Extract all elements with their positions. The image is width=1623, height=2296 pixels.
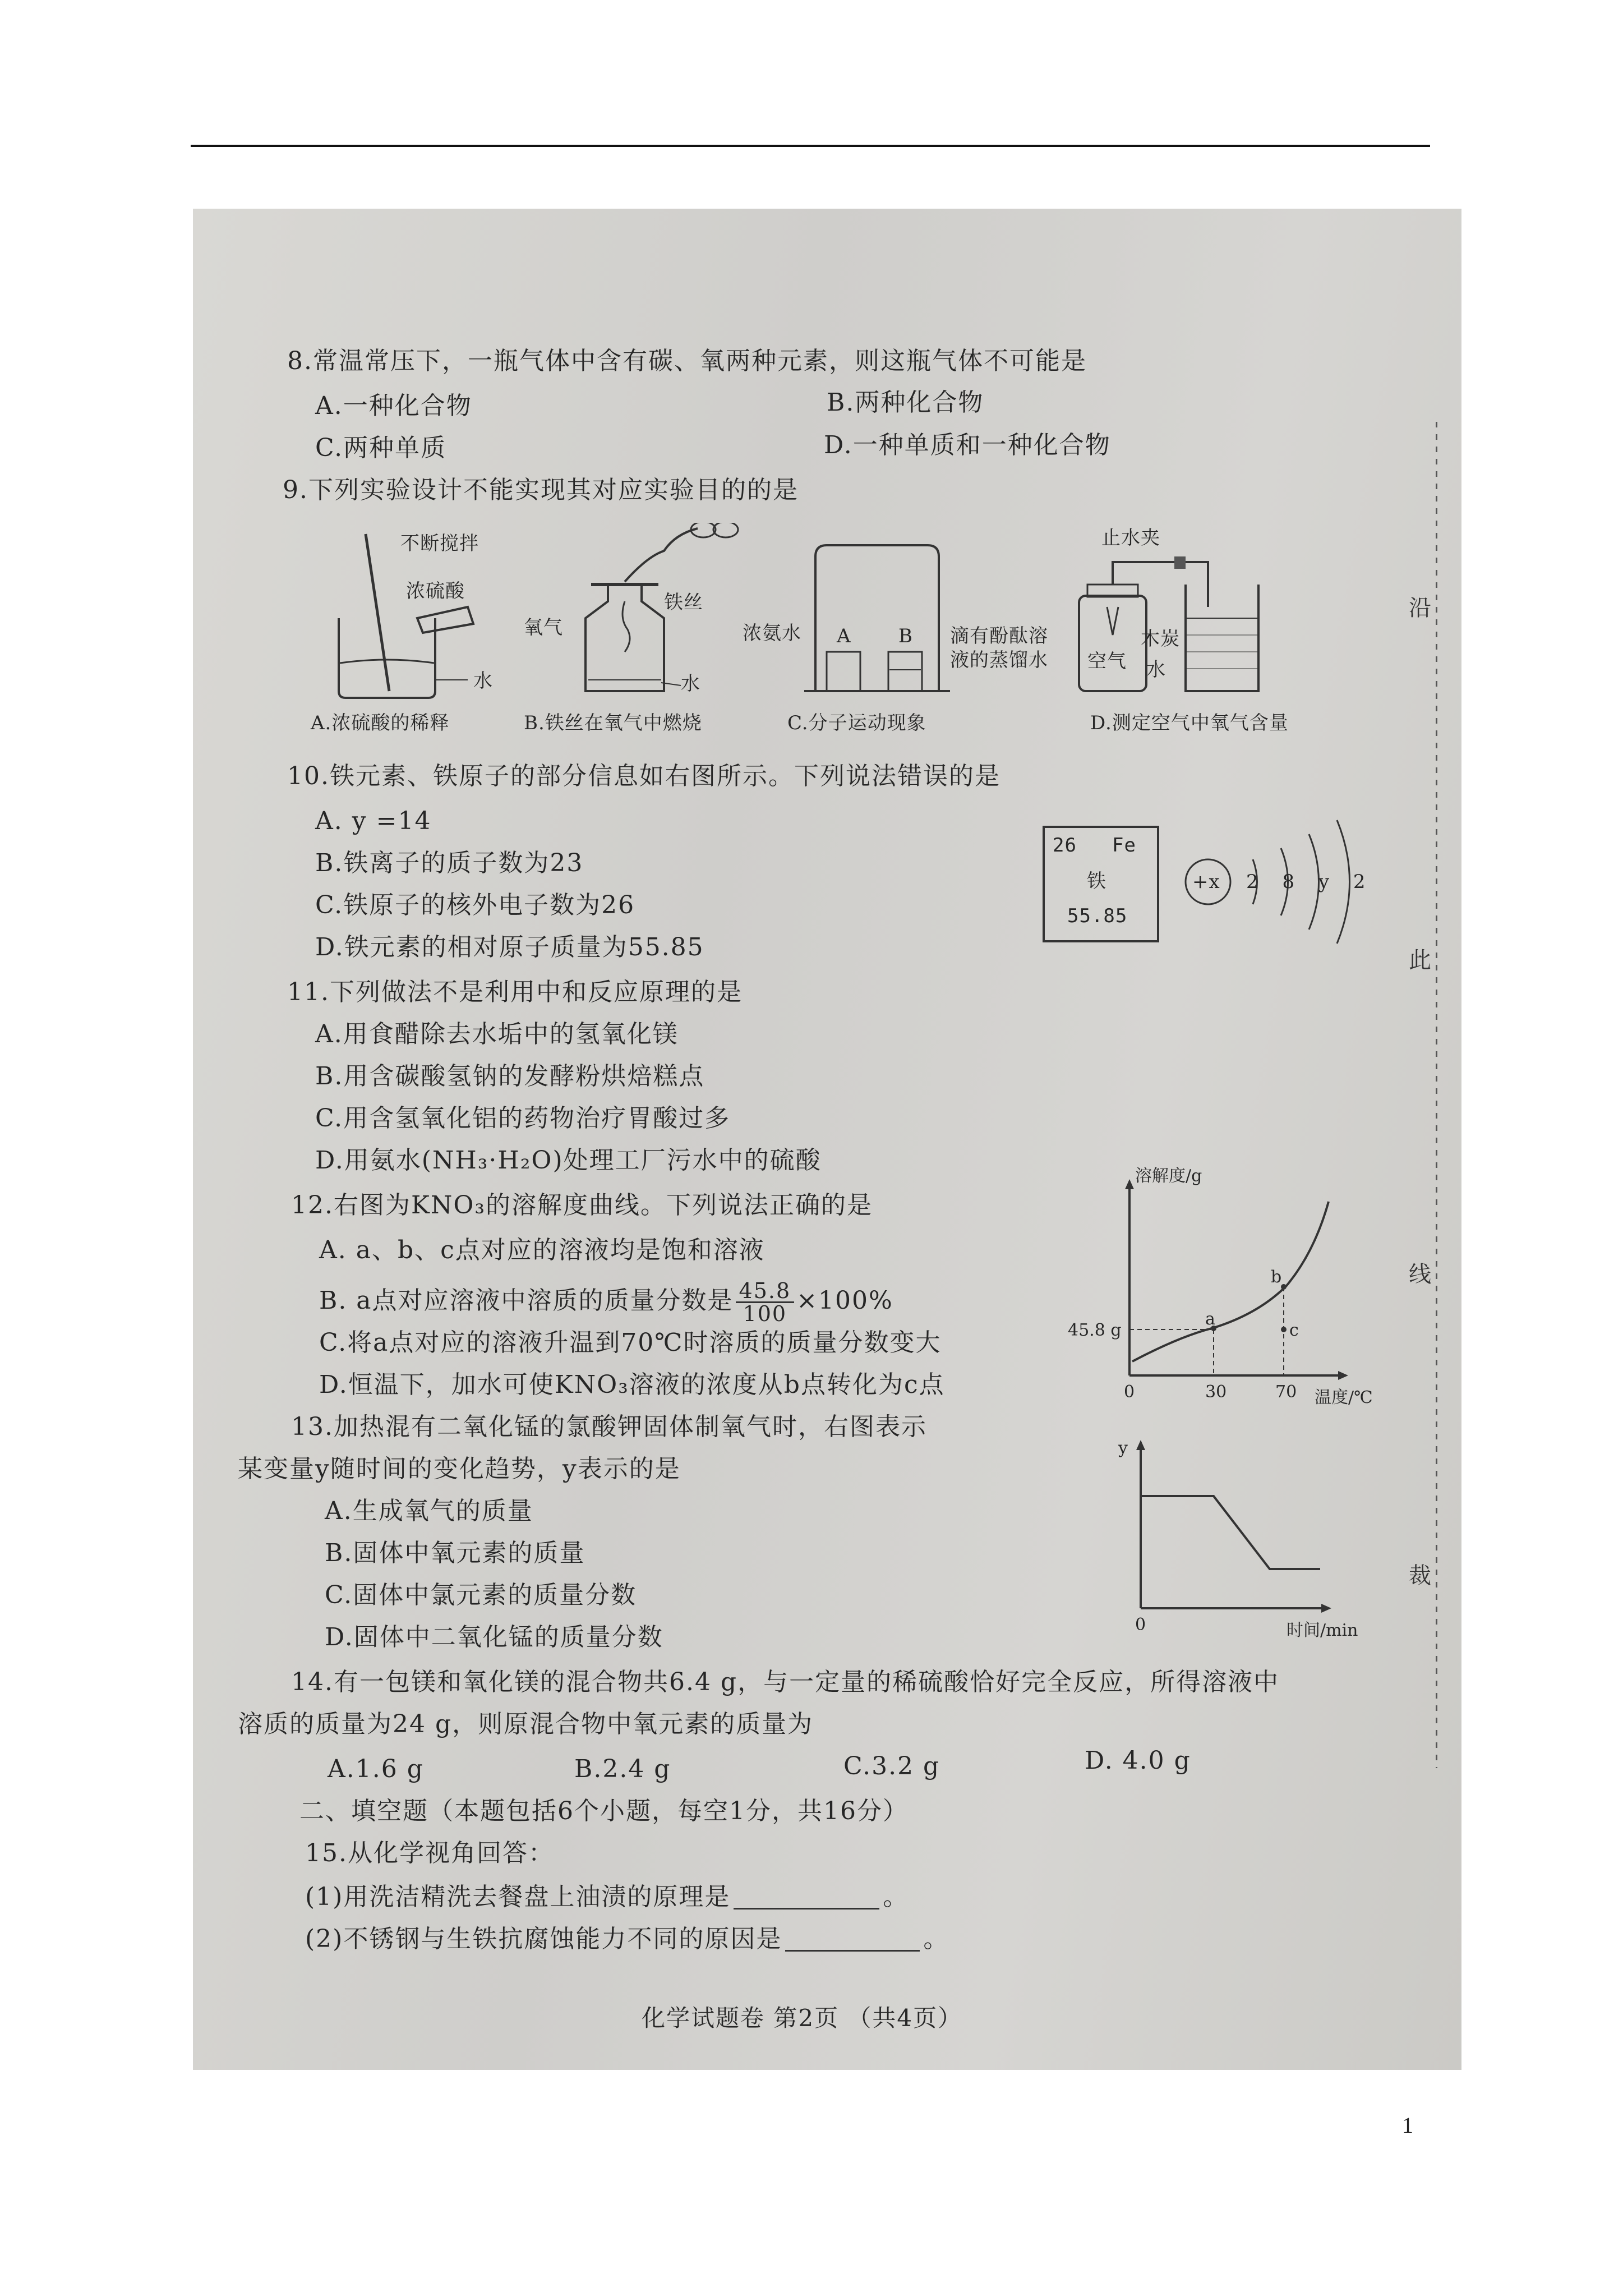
q13-option-c: C.固体中氯元素的质量分数 [325,1581,637,1609]
q12-option-c: C.将a点对应的溶液升温到70℃时溶质的质量分数变大 [319,1328,942,1357]
q14-option-a: A.1.6 g [328,1755,424,1783]
side-char-1: 沿 [1409,595,1431,621]
element-card [1043,826,1159,942]
atom-shells: 2 8 y 2 [1246,871,1375,893]
solubility-x70: 70 [1275,1382,1297,1402]
q10-option-b: B.铁离子的质子数为23 [315,849,584,877]
atom-structure [1158,803,1393,960]
time-axis-label: 时间/min [1287,1621,1358,1640]
q8-stem: 8.常温常压下，一瓶气体中含有碳、氧两种元素，则这瓶气体不可能是 [287,347,1087,375]
fig-d-label-charcoal: 木炭 [1141,628,1180,650]
element-symbol: Fe [1112,834,1136,857]
q13-option-d: D.固体中二氧化锰的质量分数 [325,1623,663,1651]
figure-a [305,523,518,742]
solubility-ylabel: 溶解度/g [1135,1166,1202,1186]
q15-part-2-end: 。 [923,1925,949,1953]
q9-stem: 9.下列实验设计不能实现其对应实验目的的是 [283,476,799,504]
section-2-title: 二、填空题（本题包括6个小题，每空1分，共16分） [299,1797,909,1825]
q10-option-c: C.铁原子的核外电子数为26 [315,891,635,919]
solubility-x30: 30 [1205,1382,1227,1402]
fig-c-caption: C.分子运动现象 [787,712,926,734]
q10-stem: 10.铁元素、铁原子的部分信息如右图所示。下列说法错误的是 [287,762,1000,790]
atom-nucleus: +x [1192,871,1220,893]
q15-part-2 [305,1925,949,1952]
point-c: c [1289,1320,1299,1340]
fig-b-label-wire: 铁丝 [664,591,703,614]
q15-part-1-end: 。 [883,1883,909,1911]
side-char-4: 裁 [1409,1563,1431,1589]
q12-fraction [736,1280,795,1324]
fig-a-caption: A.浓硫酸的稀释 [311,712,450,734]
fig-d-label-clamp: 止水夹 [1101,527,1160,549]
q11-option-a: A.用食醋除去水垢中的氢氧化镁 [315,1020,679,1048]
q14-option-c: C.3.2 g [843,1752,940,1780]
q8-option-c: C.两种单质 [315,434,447,462]
q12-fraction-num: 45.8 [736,1280,795,1303]
q13-stem-1: 13.加热混有二氧化锰的氯酸钾固体制氧气时，右图表示 [291,1412,927,1441]
q15-stem: 15.从化学视角回答： [305,1839,554,1867]
fig-d-label-water: 水 [1146,659,1166,681]
q12-stem: 12.右图为KNO₃的溶解度曲线。下列说法正确的是 [291,1191,873,1220]
q11-option-b: B.用含碳酸氢钠的发酵粉烘焙糕点 [315,1062,705,1091]
fig-a-label-acid: 浓硫酸 [406,580,465,602]
q8-option-b: B.两种化合物 [827,388,984,417]
q15-part-2-text: (2)不锈钢与生铁抗腐蚀能力不同的原因是 [305,1925,782,1953]
cut-line [1436,422,1437,1768]
q12-option-b [319,1280,893,1324]
answer-blank-1[interactable] [734,1883,879,1910]
element-name: 铁 [1087,870,1106,892]
q12-option-a: A. a、b、c点对应的溶液均是饱和溶液 [319,1236,765,1264]
element-mass: 55.85 [1067,905,1128,927]
page-number: 1 [1402,2113,1413,2138]
exam-footer: 化学试题卷 第2页 （共4页） [642,2004,963,2032]
fig-c-label-b: B [898,625,913,647]
point-b: b [1271,1267,1282,1287]
fig-c-label-phenol-2: 液的蒸馏水 [950,649,1048,671]
fig-b-label-oxygen: 氧气 [524,616,563,639]
fig-c-label-phenol-1: 滴有酚酞溶 [950,625,1048,647]
q12-option-d: D.恒温下，加水可使KNO₃溶液的浓度从b点转化为c点 [319,1370,945,1399]
fig-b-caption: B.铁丝在氧气中燃烧 [524,712,702,734]
fig-c-label-a: A [837,625,851,647]
figure-c [743,523,1057,742]
y-axis-label: y [1118,1438,1128,1458]
header-rule [191,145,1430,147]
q11-stem: 11.下列做法不是利用中和反应原理的是 [287,978,743,1006]
side-char-2: 此 [1409,947,1431,973]
q11-option-c: C.用含氢氧化铝的药物治疗胃酸过多 [315,1104,731,1133]
q13-option-b: B.固体中氧元素的质量 [325,1539,585,1567]
q8-option-d: D.一种单质和一种化合物 [824,431,1111,459]
q14-option-b: B.2.4 g [574,1755,671,1783]
solubility-graph [1068,1162,1382,1407]
y-time-graph [1101,1429,1371,1653]
q10-option-d: D.铁元素的相对原子质量为55.85 [315,933,704,961]
q14-stem-1: 14.有一包镁和氧化镁的混合物共6.4 g，与一定量的稀硫酸恰好完全反应，所得溶液中 [291,1668,1280,1696]
figure-d [1057,523,1371,742]
fig-c-label-ammonia: 浓氨水 [743,622,801,645]
answer-blank-2[interactable] [785,1925,920,1952]
q14-option-d: D. 4.0 g [1085,1746,1191,1775]
q10-option-a: A. y =14 [315,807,432,835]
q12-fraction-den: 100 [743,1301,787,1326]
side-char-3: 线 [1409,1262,1431,1287]
q8-option-a: A.一种化合物 [315,392,472,420]
q14-stem-2: 溶质的质量为24 g，则原混合物中氧元素的质量为 [238,1710,814,1738]
figure-b [513,523,748,742]
fig-a-label-water: 水 [473,670,493,692]
fig-d-label-air: 空气 [1087,650,1127,673]
exam-photo [193,209,1461,2070]
solubility-x0: 0 [1124,1382,1135,1402]
q15-part-1-text: (1)用洗洁精洗去餐盘上油渍的原理是 [305,1883,731,1911]
element-number: 26 [1053,834,1077,857]
fig-d-caption: D.测定空气中氧气含量 [1090,712,1289,734]
q13-stem-2: 某变量y随时间的变化趋势，y表示的是 [238,1455,681,1483]
solubility-xlabel: 温度/℃ [1315,1388,1373,1407]
q11-option-d: D.用氨水(NH₃·H₂O)处理工厂污水中的硫酸 [315,1146,822,1175]
fig-b-label-water: 水 [681,673,700,695]
q12-option-b-suffix: ×100% [796,1286,893,1315]
q12-option-b-text: B. a点对应溶液中溶质的质量分数是 [319,1286,734,1315]
q13-option-a: A.生成氧气的质量 [325,1497,533,1525]
fig-a-label-stir: 不断搅拌 [400,532,479,555]
solubility-ytick: 45.8 g [1068,1320,1122,1340]
q15-part-1 [305,1883,909,1910]
point-a: a [1205,1309,1215,1329]
y-graph-origin: 0 [1135,1615,1146,1635]
